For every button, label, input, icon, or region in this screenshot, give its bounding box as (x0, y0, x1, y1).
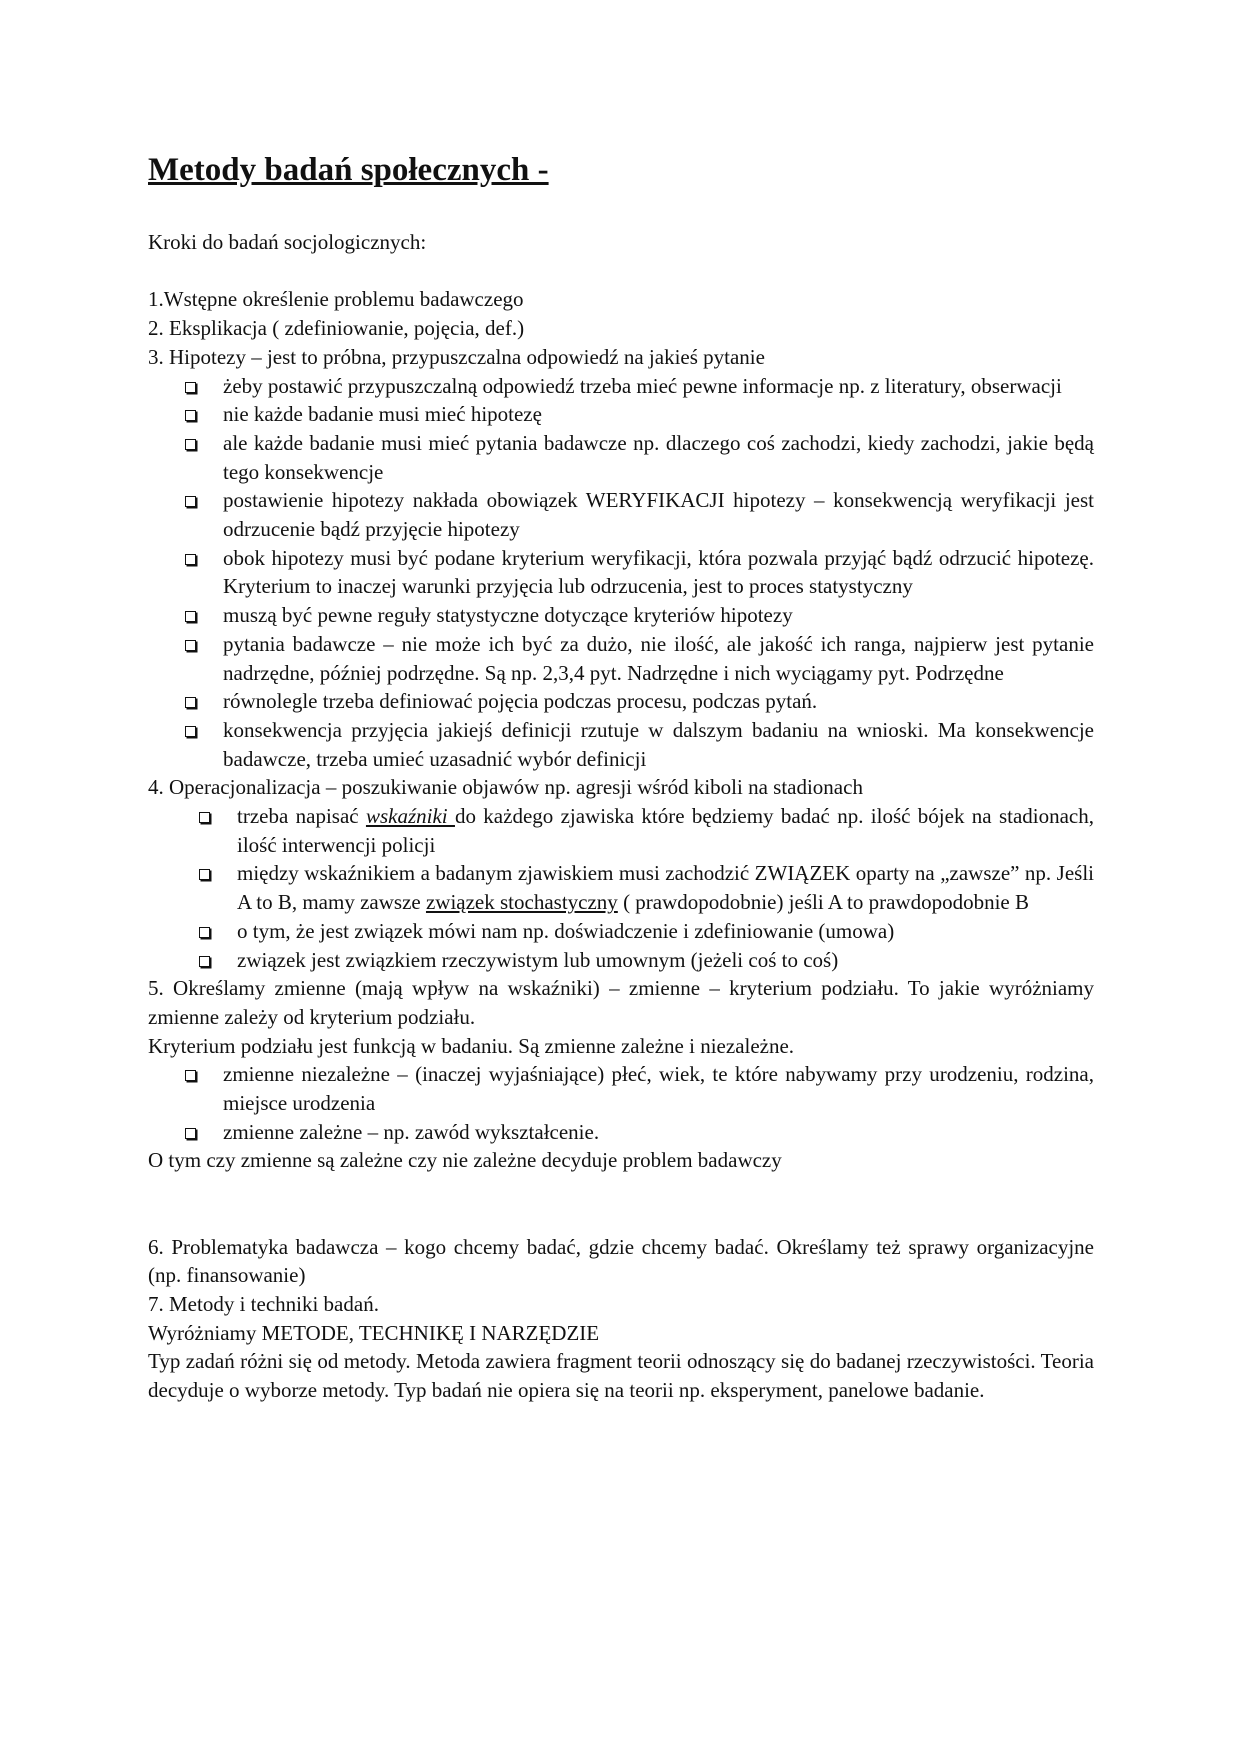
square-bullet-icon (185, 726, 196, 737)
intro-line: Kroki do badań socjologicznych: (148, 230, 427, 254)
bullet-text-post: ( prawdopodobnie) jeśli A to prawdopodobnie B (617, 890, 1030, 915)
bullet-text-pre: trzeba napisać (237, 804, 366, 829)
bullet-item (148, 429, 1094, 486)
step-6: 6. Problematyka badawcza – kogo chcemy badać, gdzie chcemy badać. Określamy też sprawy organizacyjne (np. finansowanie) (148, 1234, 1094, 1288)
bullet-item (148, 716, 1094, 773)
bullet-item (148, 687, 1094, 716)
step-3-bullet-list (148, 372, 1094, 774)
square-bullet-icon (185, 697, 196, 708)
bullet-item (148, 544, 1094, 601)
bullet-text: związek jest związkiem rzeczywistym lub umownym (jeżeli coś to coś) (237, 947, 839, 972)
step-4: 4. Operacjonalizacja – poszukiwanie objawów np. agresji wśród kiboli na stadionach (148, 775, 863, 800)
bullet-item (148, 802, 1094, 859)
document-page (148, 148, 1094, 1405)
bullet-item (148, 1060, 1094, 1117)
square-bullet-icon (199, 869, 210, 880)
bullet-item (148, 400, 1094, 429)
bullet-text: nie każde badanie musi mieć hipotezę (223, 402, 542, 427)
bullet-item (148, 917, 1094, 946)
step-7: 7. Metody i techniki badań. (148, 1291, 379, 1316)
bullet-item (148, 372, 1094, 401)
square-bullet-icon (185, 439, 196, 450)
bullet-item (148, 946, 1094, 975)
step-5-line-2: Kryterium podziału jest funkcją w badaniu. Są zmienne zależne i niezależne. (148, 1033, 795, 1058)
step-5-line-3: O tym czy zmienne są zależne czy nie zależne decyduje problem badawczy (148, 1148, 782, 1173)
step-1: 1.Wstępne określenie problemu badawczego (148, 287, 524, 312)
step-4-bullet-list (148, 802, 1094, 974)
bullet-text: równolegle trzeba definiować pojęcia podczas procesu, podczas pytań. (223, 689, 818, 714)
bullet-text: żeby postawić przypuszczalną odpowiedź trzeba mieć pewne informacje np. z literatury, obserwacji (223, 373, 1062, 398)
bullet-item (148, 1118, 1094, 1147)
term-wskazniki: wskaźniki (365, 804, 455, 829)
square-bullet-icon (185, 611, 196, 622)
bullet-text-pre: między wskaźnikiem a badanym zjawiskiem musi zachodzić ZWIĄZEK oparty na „zawsze” np. Jeśli A to B, mamy zawsze (237, 861, 1094, 915)
bullet-item (148, 486, 1094, 543)
bullet-text: zmienne zależne – np. zawód wykształcenie. (223, 1119, 600, 1144)
square-bullet-icon (185, 1128, 196, 1139)
step-7-line-2: Wyróżniamy METODE, TECHNIKĘ I NARZĘDZIE (148, 1320, 600, 1345)
bullet-item (148, 859, 1094, 916)
bullet-text: o tym, że jest związek mówi nam np. doświadczenie i zdefiniowanie (umowa) (237, 918, 895, 943)
bullet-text: konsekwencja przyjęcia jakiejś definicji rzutuje w dalszym badaniu na wnioski. Ma konsekwencje badawcze, trzeba umieć uzasadnić wybór definicji (223, 717, 1094, 771)
bullet-text: obok hipotezy musi być podane kryterium weryfikacji, która pozwala przyjąć bądź odrzucić hipotezę. Kryterium to inaczej warunki przyjęcia lub odrzucenia, jest to proces statystyczny (223, 545, 1094, 599)
term-zwiazek-stochastyczny: związek stochastyczny (425, 890, 618, 915)
document-title: Metody badań społecznych - (148, 152, 549, 188)
square-bullet-icon (185, 640, 196, 651)
bullet-item (148, 601, 1094, 630)
square-bullet-icon (185, 554, 196, 565)
step-5-bullet-list (148, 1060, 1094, 1146)
square-bullet-icon (199, 812, 210, 823)
bullet-text: zmienne niezależne – (inaczej wyjaśniające) płeć, wiek, te które nabywamy przy urodzeniu, rodzina, miejsce urodzenia (223, 1062, 1094, 1116)
step-7-line-3: Typ zadań różni się od metody. Metoda zawiera fragment teorii odnoszący się do badanej rzeczywistości. Teoria decyduje o wyborze metody. Typ badań nie opiera się na teorii np. eksperyment, panelowe badanie. (148, 1349, 1094, 1403)
step-2: 2. Eksplikacja ( zdefiniowanie, pojęcia, def.) (148, 316, 525, 341)
bullet-text: ale każde badanie musi mieć pytania badawcze np. dlaczego coś zachodzi, kiedy zachodzi, jakie będą tego konsekwencje (223, 430, 1094, 484)
square-bullet-icon (185, 410, 196, 421)
square-bullet-icon (185, 496, 196, 507)
bullet-text: postawienie hipotezy nakłada obowiązek WERYFIKACJI hipotezy – konsekwencją weryfikacji jest odrzucenie bądź przyjęcie hipotezy (223, 488, 1094, 542)
square-bullet-icon (185, 382, 196, 393)
step-5: 5. Określamy zmienne (mają wpływ na wskaźniki) – zmienne – kryterium podziału. To jakie wyróżniamy zmienne zależy od kryterium podziału. (148, 976, 1094, 1029)
bullet-text: pytania badawcze – nie może ich być za dużo, nie ilość, ale jakość ich ranga, najpierw jest pytanie nadrzędne, później podrzędne. Są np. 2,3,4 pyt. Nadrzędne i nich wyciągamy pyt. Podrzędne (223, 631, 1094, 685)
bullet-text: muszą być pewne reguły statystyczne dotyczące kryteriów hipotezy (223, 603, 793, 628)
square-bullet-icon (199, 956, 210, 967)
bullet-item (148, 630, 1094, 687)
bullet-text-post: do każdego zjawiska które będziemy badać np. ilość bójek na stadionach, ilość interwencji policji (237, 804, 1094, 857)
step-3: 3. Hipotezy – jest to próbna, przypuszczalna odpowiedź na jakieś pytanie (148, 344, 765, 369)
square-bullet-icon (185, 1070, 196, 1081)
square-bullet-icon (199, 927, 210, 938)
